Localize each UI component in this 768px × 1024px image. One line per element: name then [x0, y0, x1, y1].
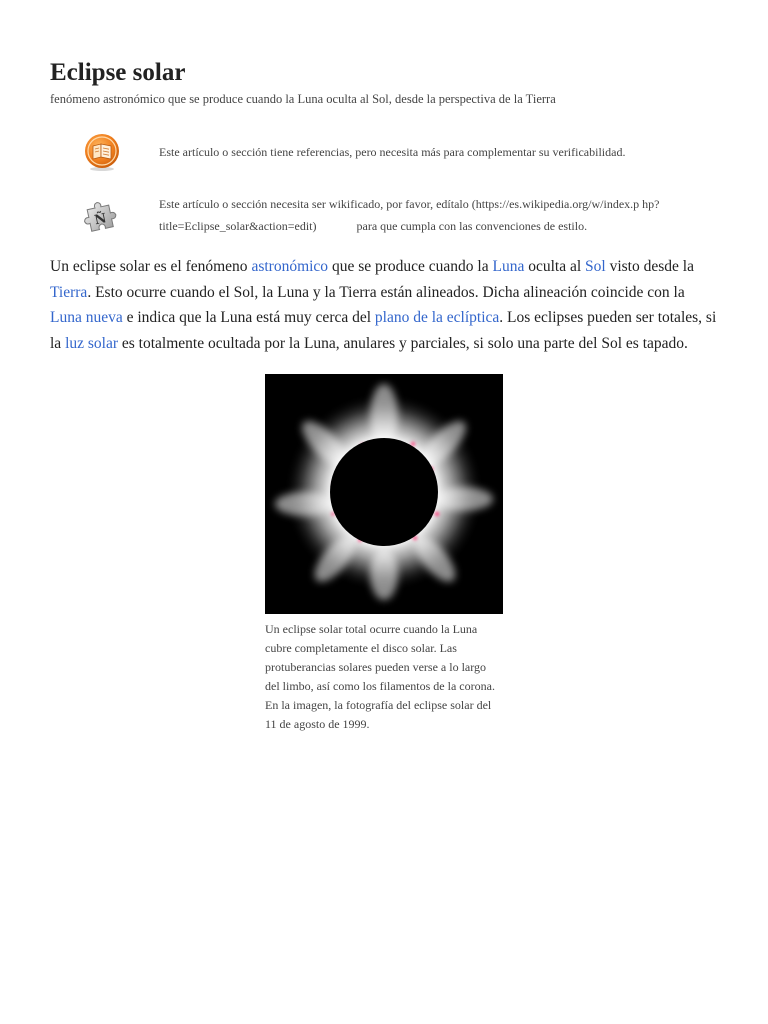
eclipse-photo[interactable] [265, 374, 503, 614]
text-run: es totalmente ocultada por la Luna, anulares y parciales, si solo una parte del Sol es tapado. [118, 334, 688, 352]
book-icon [84, 132, 120, 172]
link-astronomico[interactable]: astronómico [251, 258, 329, 275]
references-notice [0, 130, 768, 174]
article-intro-paragraph [50, 254, 718, 356]
puzzle-piece-icon [81, 197, 121, 237]
wikify-notice-text [159, 193, 719, 237]
wikify-notice-line-2: para que cumpla con las convenciones de estilo. [356, 219, 588, 233]
wikify-notice-line-1: Este artículo o sección necesita ser wikificado, por favor, edítalo (https://es.wikipedia.org/w/index.p hp? [159, 197, 660, 211]
eclipse-figure [265, 374, 503, 734]
link-plano-ecliptica[interactable]: plano de la eclíptica [374, 309, 500, 326]
link-sol[interactable]: Sol [585, 258, 606, 275]
figure-caption: Un eclipse solar total ocurre cuando la Luna cubre completamente el disco solar. Las protuberancias solares pueden verse a lo largo del limbo, así como los filamentos de la corona. En la imagen, la fotografía del eclipse solar del 11 de agosto de 1999. [265, 622, 495, 731]
link-luna[interactable]: Luna [492, 258, 525, 275]
page-subtitle: fenómeno astronómico que se produce cuando la Luna oculta al Sol, desde la perspectiva de la Tierra [50, 92, 556, 106]
text-run: visto desde la [605, 258, 694, 275]
text-run: oculta al [524, 258, 586, 275]
text-run: e indica que la Luna está muy cerca del [122, 309, 375, 326]
wikify-notice [0, 193, 768, 239]
wikify-edit-link[interactable]: title=Eclipse_solar&action=edit) [159, 219, 317, 233]
link-luna-nueva[interactable]: Luna nueva [50, 309, 123, 326]
link-tierra[interactable]: Tierra [50, 283, 88, 301]
text-run: Un eclipse solar es el fenómeno [50, 258, 252, 275]
text-run: que se produce cuando la [328, 258, 493, 275]
svg-text:Ñ: Ñ [93, 211, 108, 229]
text-run: . Esto ocurre cuando el Sol, la Luna y la Tierra están alineados. Dicha alineación coincide con la [87, 283, 685, 301]
page-title: Eclipse solar [50, 59, 186, 86]
link-luz-solar[interactable]: luz solar [65, 334, 119, 352]
references-notice-text: Este artículo o sección tiene referencias, pero necesita más para complementar su verificabilidad. [159, 145, 626, 159]
text-run: . Los eclipses pueden ser totales, si la [50, 309, 717, 352]
